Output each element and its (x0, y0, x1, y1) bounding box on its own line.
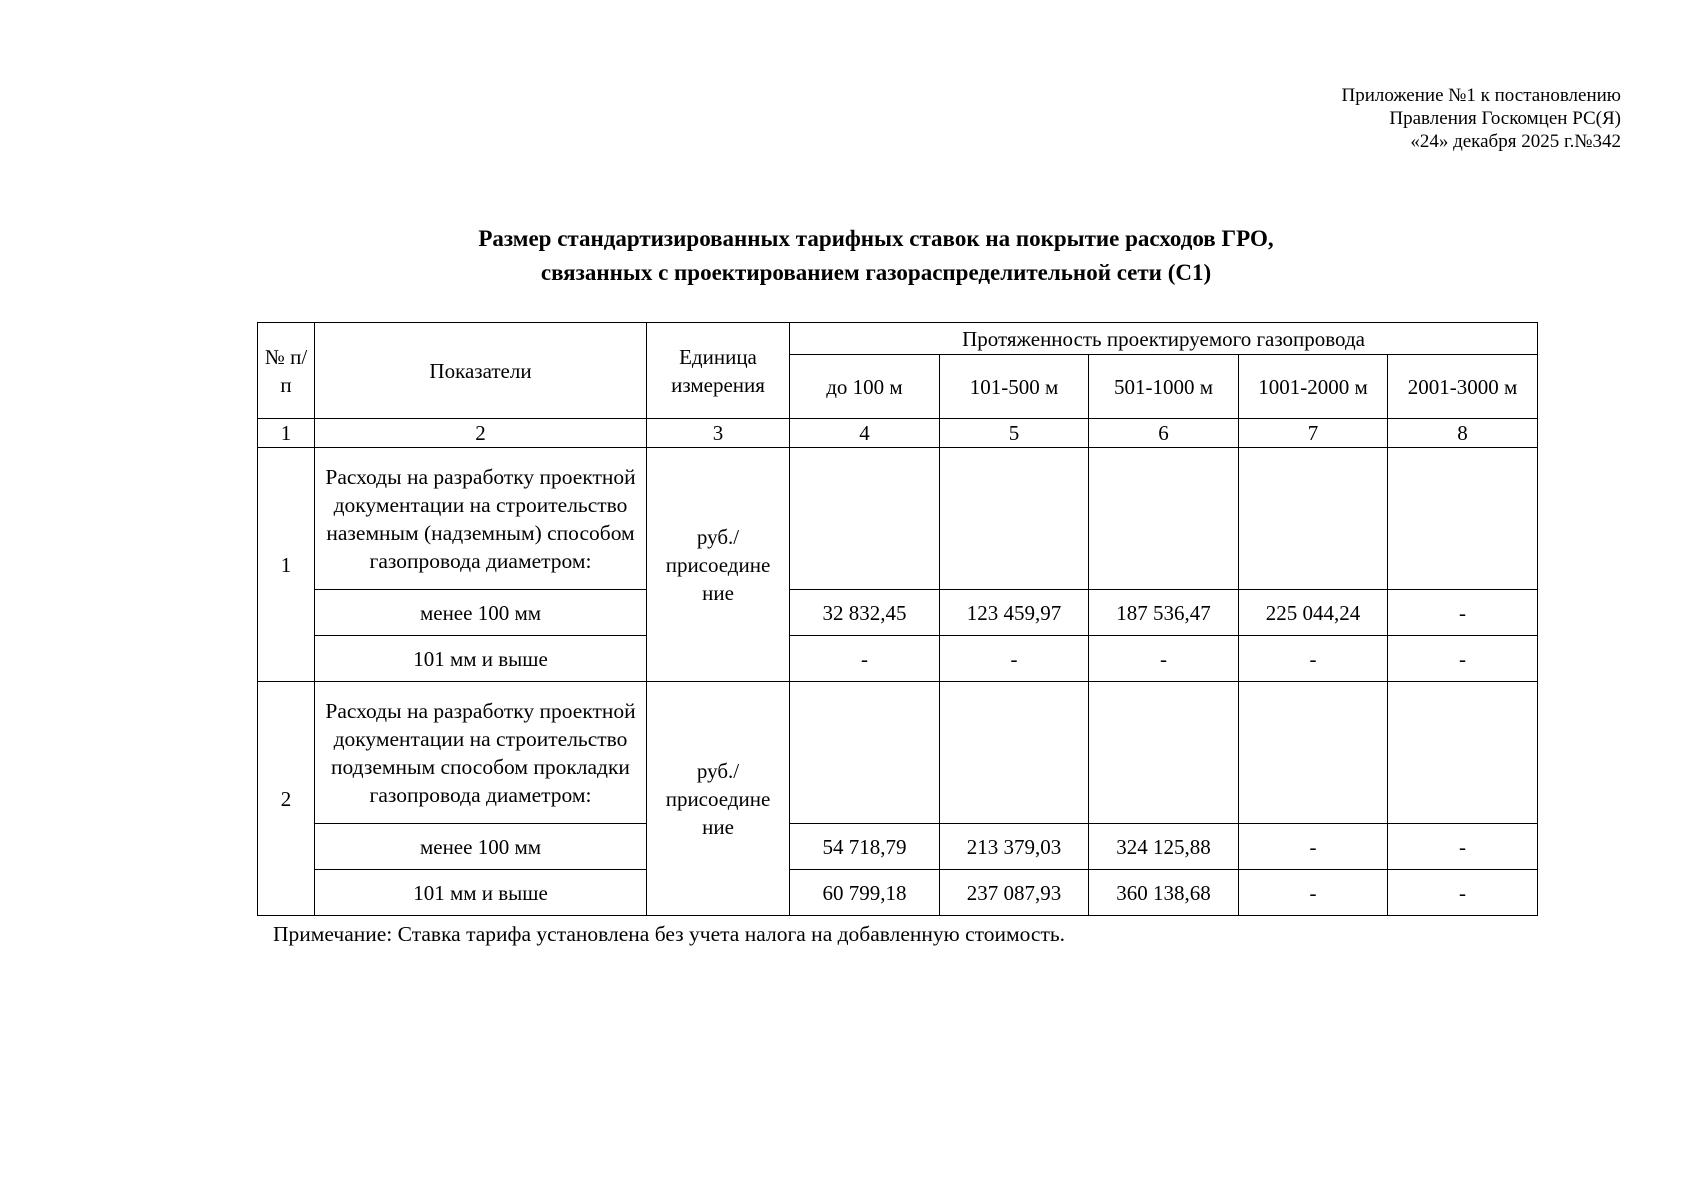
group-2-header-row (258, 682, 1538, 824)
value-cell: 237 087,93 (940, 870, 1089, 916)
header-length: 2001-3000 м (1388, 355, 1538, 419)
value-cell: - (1388, 824, 1538, 870)
value-cell: 213 379,03 (940, 824, 1089, 870)
column-number: 3 (647, 419, 790, 448)
row-label: менее 100 мм (315, 590, 647, 636)
empty-cell (1089, 448, 1239, 590)
empty-cell (1388, 682, 1538, 824)
value-cell: - (1239, 824, 1388, 870)
table-row (258, 636, 1538, 682)
value-cell: - (1089, 636, 1239, 682)
column-number: 4 (790, 419, 940, 448)
value-cell: 54 718,79 (790, 824, 940, 870)
header-unit: Единица измерения (647, 323, 790, 419)
value-cell: 324 125,88 (1089, 824, 1239, 870)
row-label: 101 мм и выше (315, 636, 647, 682)
footnote: Примечание: Ставка тарифа установлена без учета налога на добавленную стоимость. (273, 922, 1066, 946)
header-length: 1001-2000 м (1239, 355, 1388, 419)
value-cell: 60 799,18 (790, 870, 940, 916)
empty-cell (940, 448, 1089, 590)
value-cell: 32 832,45 (790, 590, 940, 636)
column-number: 2 (315, 419, 647, 448)
value-cell: - (790, 636, 940, 682)
value-cell: - (1388, 636, 1538, 682)
table-row (258, 870, 1538, 916)
title-line-2: связанных с проектированием газораспределительной сети (С1) (540, 260, 1212, 285)
group-num: 2 (258, 682, 315, 916)
column-number: 7 (1239, 419, 1388, 448)
header-num: № п/п (258, 323, 315, 419)
column-number: 6 (1089, 419, 1239, 448)
header-length: до 100 м (790, 355, 940, 419)
value-cell: 123 459,97 (940, 590, 1089, 636)
header-indicator: Показатели (315, 323, 647, 419)
value-cell: - (1388, 590, 1538, 636)
empty-cell (1388, 448, 1538, 590)
value-cell: - (1239, 636, 1388, 682)
annex-line-3: «24» декабря 2025 г.№342 (1410, 131, 1621, 152)
value-cell: - (940, 636, 1089, 682)
empty-cell (790, 448, 940, 590)
group-description (315, 448, 647, 590)
table-row (258, 824, 1538, 870)
header-length: 501-1000 м (1089, 355, 1239, 419)
column-number: 5 (940, 419, 1089, 448)
row-label: 101 мм и выше (315, 870, 647, 916)
value-cell: 187 536,47 (1089, 590, 1239, 636)
tariff-table (257, 322, 1538, 916)
group-unit: руб./ присоедине ние (647, 682, 790, 916)
column-number: 1 (258, 419, 315, 448)
value-cell: 225 044,24 (1239, 590, 1388, 636)
value-cell: 360 138,68 (1089, 870, 1239, 916)
empty-cell (1089, 682, 1239, 824)
value-cell: - (1388, 870, 1538, 916)
empty-cell (940, 682, 1089, 824)
column-number: 8 (1388, 419, 1538, 448)
title-line-1: Размер стандартизированных тарифных ставок на покрытие расходов ГРО, (478, 226, 1274, 251)
group-1-header-row (258, 448, 1538, 590)
group-description-text: Расходы на разработку проектной документации на строительство наземным (надземным) способом газопровода диаметром: (325, 464, 636, 573)
annex-header (1342, 84, 1621, 153)
group-description-text: Расходы на разработку проектной документации на строительство подземным способом прокладки газопровода диаметром: (325, 698, 636, 807)
empty-cell (1239, 448, 1388, 590)
header-length-group: Протяженность проектируемого газопровода (790, 323, 1538, 355)
empty-cell (1239, 682, 1388, 824)
group-unit: руб./ присоедине ние (647, 448, 790, 682)
empty-cell (790, 682, 940, 824)
document-title (0, 222, 1697, 290)
table-row (258, 590, 1538, 636)
header-length: 101-500 м (940, 355, 1089, 419)
group-description (315, 682, 647, 824)
header-row-main (258, 323, 1538, 355)
annex-line-1: Приложение №1 к постановлению (1341, 85, 1621, 106)
column-numbers-row (258, 419, 1538, 448)
value-cell: - (1239, 870, 1388, 916)
annex-line-2: Правления Госкомцен РС(Я) (1389, 108, 1621, 129)
row-label: менее 100 мм (315, 824, 647, 870)
group-num: 1 (258, 448, 315, 682)
